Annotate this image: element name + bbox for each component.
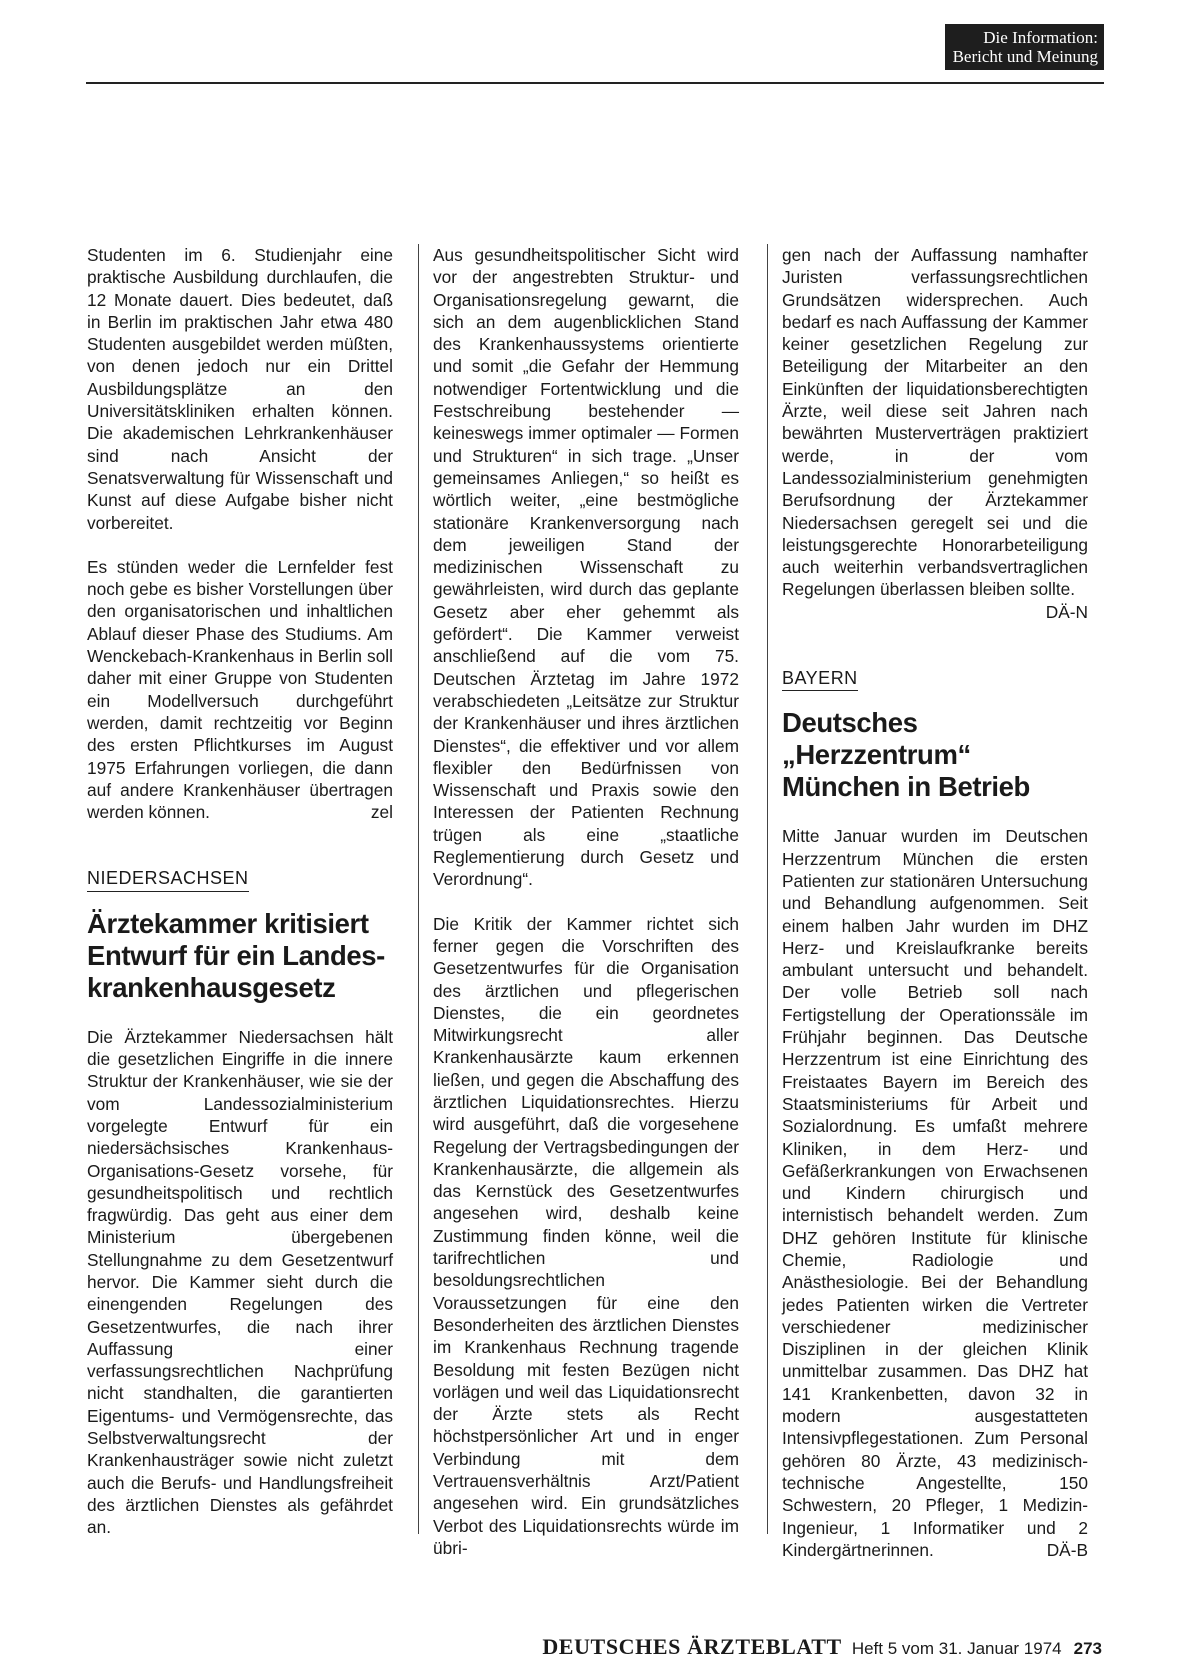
section-tag xyxy=(945,24,1104,70)
paragraph-text: gen nach der Auffassung namhafter Juristen verfassungsrechtlichen Grundsätzen widersprechen. Auch bedarf es nach Auffassung der Kammer keiner gesetzlichen Regelung zur Beteiligung der Mitarbeiter an den Einkünften der liquidationsberechtigten Ärzte, weil diese seit Jahren nach bewährten Musterverträgen praktiziert werde, in der vom Landessozialministerium genehmigten Berufsordnung der Ärztekammer Niedersachsen geregelt sei und die leistungsgerechte Honorarbeteiligung auch weiterhin verbandsvertraglichen Regelungen überlassen bleiben sollte. xyxy=(782,245,1088,600)
section-tag-line2: Bericht und Meinung xyxy=(952,47,1098,66)
author-signature: DÄ-B xyxy=(1046,1539,1088,1560)
paragraph-text: Mitte Januar wurden im Deutschen Herzzentrum München die ersten Patienten zur stationären Untersuchung und Behandlung aufgenommen. Seit einem halben Jahr wurden im DHZ Herz- und Kreislaufkranke bereits ambulant untersucht und behandelt. Der volle Betrieb soll nach Fertigstellung der Operationssäle im Frühjahr beginnen. Das Deutsche Herzzentrum ist eine Einrichtung des Freistaates Bayern im Bereich des Staatsministeriums für Arbeit und Sozialordnung. Es umfaßt mehrere Kliniken, in dem Herz- und Gefäßerkrankungen von Erwachsenen und Kindern chirurgisch und internistisch behandelt werden. Zum DHZ gehören Institute für klinische Chemie, Radiologie und Anästhesiologie. Bei der Behandlung jedes Patienten wirken die Vertreter verschiedener medizinischer Disziplinen in der gleichen Klinik unmittelbar zusammen. Das DHZ hat 141 Krankenbetten, davon 32 in modern ausgestatteten Intensivpflegestationen. Zum Personal gehören 80 Ärzte, 43 medizinisch-technische Angestellte, 150 Schwestern, 20 Pfleger, 1 Medizin-Ingenieur, 1 Informatiker und 2 Kindergärtnerinnen. xyxy=(782,826,1088,1560)
paragraph: Die Ärztekammer Niedersachsen hält die gesetzlichen Eingriffe in die innere Struktur der Krankenhäuser, wie sie der vom Landessozialministerium vorgelegte Entwurf für ein niedersächsisches Krankenhaus-Organisations-Gesetz vorsehe, für gesundheitspolitisch und rechtlich fragwürdig. Das geht aus einer dem Ministerium übergebenen Stellungnahme zu dem Gesetzentwurf hervor. Die Kammer sieht durch die einengenden Regelungen des Gesetzentwurfes, die nach ihrer Auffassung einer verfassungsrechtlichen Nachprüfung nicht standhalten, die garantierten Eigentums- und Vermögensrechte, das Selbstverwaltungsrecht der Krankenhausträger sowie nicht zuletzt auch die Berufs- und Handlungsfreiheit des ärztlichen Dienstes als gefährdet an. xyxy=(87,1026,393,1538)
column-1 xyxy=(87,244,393,1539)
paragraph xyxy=(782,244,1088,623)
column-divider-1 xyxy=(418,244,419,1534)
article-headline: Deutsches „Herzzentrum“ München in Betrieb xyxy=(782,707,1030,803)
section-tag-line1: Die Information: xyxy=(983,28,1098,47)
column-3 xyxy=(782,244,1088,1561)
author-signature: DÄ-N xyxy=(1045,601,1088,622)
author-signature: zel xyxy=(370,802,393,823)
page-footer xyxy=(542,1634,1102,1660)
paragraph-text: Es stünden weder die Lernfelder fest noch gebe es bisher Vorstellungen über den organisatorischen und inhaltlichen Ablauf dieser Phase des Studiums. Am Wenckebach-Krankenhaus in Berlin soll daher mit einer Gruppe von Studenten ein Modellversuch durchgeführt werden, damit rechtzeitig vor Beginn des ersten Pflichtkurses im August 1975 Erfahrungen vorliegen, die dann auf andere Krankenhäuser übertragen werden können. xyxy=(87,556,393,823)
paragraph: Die Kritik der Kammer richtet sich ferner gegen die Vorschriften des Gesetzentwurfes für die Organisation des ärztlichen und pflegerischen Dienstes, die ein geordnetes Mitwirkungsrecht aller Krankenhausärzte kaum erkennen ließen, und gegen die Abschaffung des ärztlichen Liquidationsrechtes. Hierzu wird ausgeführt, daß die vorgesehene Regelung der Vertragsbedingungen der Krankenhausärzte, die allgemein als das Kernstück des Gesetzentwurfes angesehen wird, deshalb keine Zustimmung finden könne, weil die tarifrechtlichen und besoldungsrechtlichen Voraussetzungen für eine den Besonderheiten des ärztlichen Dienstes im Krankenhaus Rechnung tragende Besoldung mit festen Bezügen nicht vorlägen und weil das Liquidationsrecht der Ärzte stets als Recht höchstpersönlicher Art und in enger Verbindung mit dem Vertrauensverhältnis Arzt/Patient angesehen wird. Ein grundsätzliches Verbot des Liquidationsrechts würde im übri- xyxy=(433,913,739,1558)
column-2 xyxy=(433,244,739,1559)
region-label: NIEDERSACHSEN xyxy=(87,867,249,891)
journal-title: DEUTSCHES ÄRZTEBLATT xyxy=(542,1634,842,1659)
paragraph: Aus gesundheitspolitischer Sicht wird vor der angestrebten Struktur- und Organisationsregelung gewarnt, die sich an dem augenblicklichen Stand des Krankenhaussystems orientierte und somit „die Gefahr der Hemmung notwendiger Fortentwicklung und die Festschreibung bestehender — keineswegs immer optimaler — Formen und Strukturen“ in sich trage. „Unser gemeinsames Anliegen,“ so heißt es wörtlich weiter, „eine bestmögliche stationäre Krankenversorgung nach dem jeweiligen Stand der medizinischen Wissenschaft zu gewährleisten, wird durch das geplante Gesetz aber eher gehemmt als gefördert“. Die Kammer verweist anschließend auf die vom 75. Deutschen Ärztetag im Jahre 1972 verabschiedeten „Leitsätze zur Struktur der Krankenhäuser und ihres ärztlichen Dienstes“, die effektiver und vor allem flexibler den Bedürfnissen von Wissenschaft und Praxis sowie den Interessen der Patienten Rechnung trügen als eine „staatliche Reglementierung durch Gesetz und Verordnung“. xyxy=(433,245,739,890)
region-label: BAYERN xyxy=(782,667,858,691)
page-number: 273 xyxy=(1073,1639,1102,1658)
paragraph xyxy=(782,825,1088,1561)
header-rule xyxy=(86,82,1104,84)
paragraph: Studenten im 6. Studienjahr eine praktische Ausbildung durchlaufen, die 12 Monate dauert. Dies bedeutet, daß in Berlin im praktischen Jahr etwa 480 Studenten ausgebildet werden müßten, von denen jedoch nur ein Drittel Ausbildungsplätze an den Universitätskliniken erhalten können. Die akademischen Lehrkrankenhäuser sind nach Ansicht der Senatsverwaltung für Wissenschaft und Kunst auf diese Aufgabe bisher nicht vorbereitet. xyxy=(87,245,393,533)
column-divider-2 xyxy=(767,244,768,1534)
paragraph xyxy=(87,556,393,824)
article-headline: Ärztekammer kritisiert Entwurf für ein Landes-krankenhausgesetz xyxy=(87,907,385,1003)
issue-info: Heft 5 vom 31. Januar 1974 xyxy=(851,1639,1062,1658)
